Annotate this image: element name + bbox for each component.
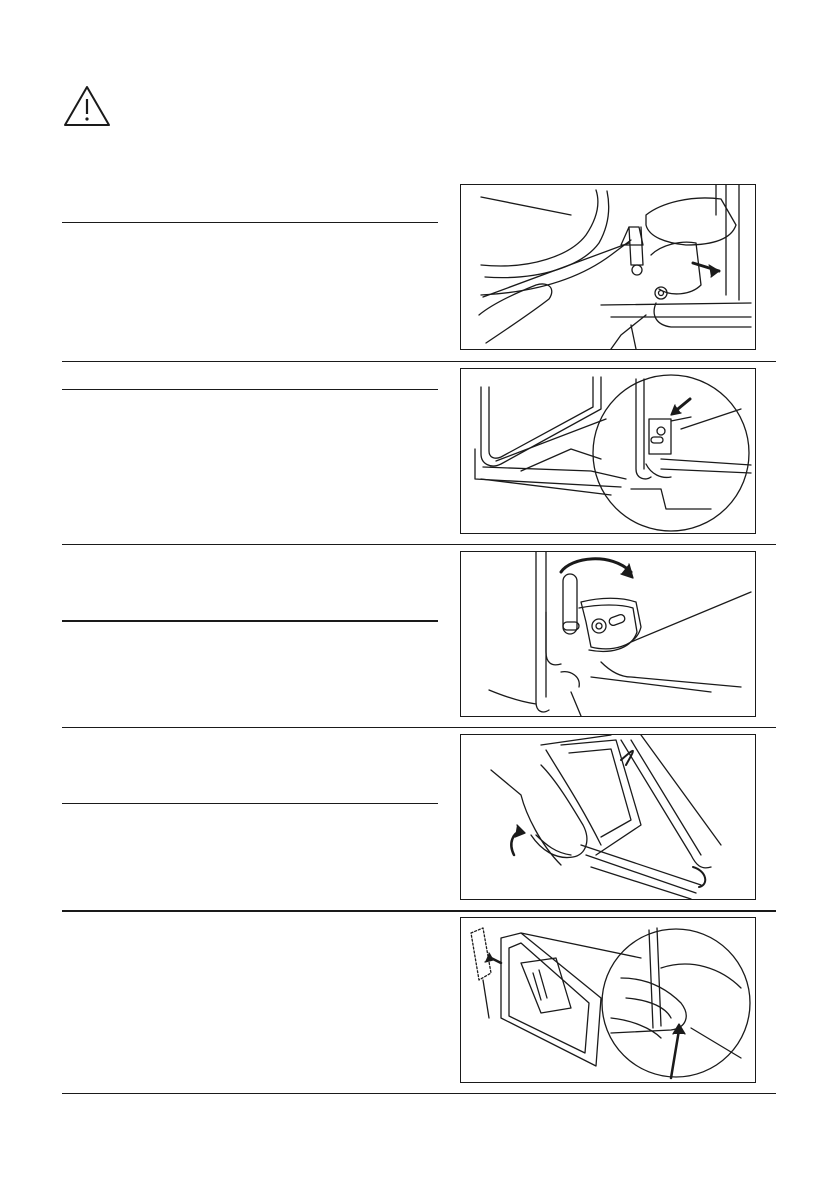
step-2-divider [62, 389, 438, 390]
section-separator [62, 544, 776, 545]
screwdriver-hinge-lever-illustration [460, 184, 756, 350]
hinge-lever-rotate-illustration [460, 551, 756, 717]
step-1-divider [62, 222, 438, 223]
hinge-detail-zoom-illustration [460, 368, 756, 534]
warning-triangle-icon [62, 84, 112, 128]
section-separator [62, 361, 776, 362]
section-separator [62, 727, 776, 728]
section-separator [62, 1093, 776, 1094]
step-4-divider [62, 803, 438, 804]
remove-glass-panel-illustration [460, 917, 756, 1083]
step-3-divider [62, 620, 438, 622]
section-separator [62, 910, 776, 912]
lift-door-off-illustration [460, 734, 756, 900]
